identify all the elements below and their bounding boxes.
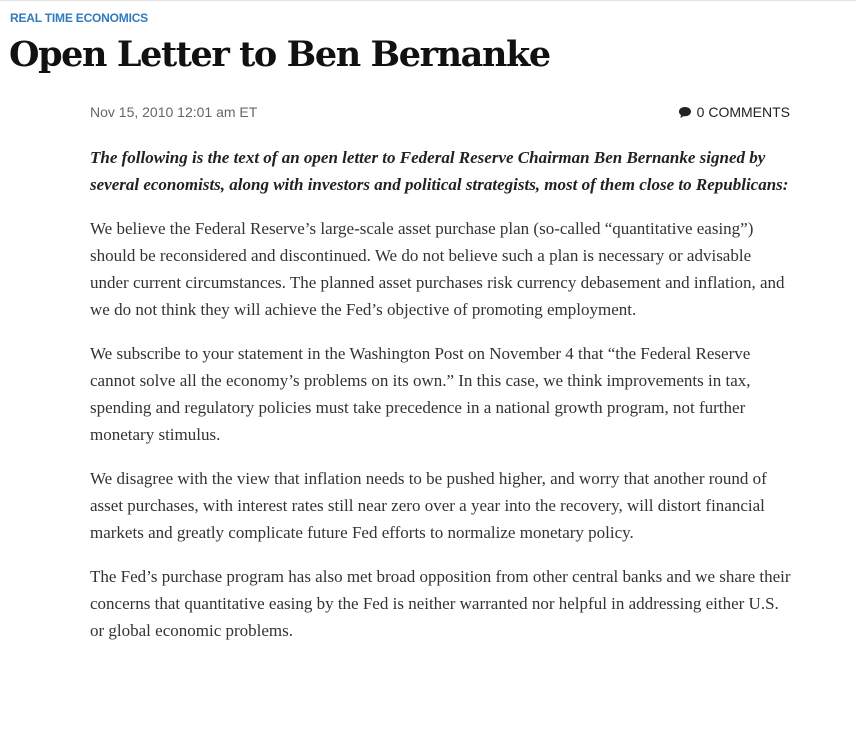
top-divider [0, 0, 856, 1]
section-label-link[interactable]: REAL TIME ECONOMICS [10, 11, 148, 25]
article-paragraph: We subscribe to your statement in the Washington Post on November 4 that “the Federal Reserve cannot solve all the economy’s problems on its own.” In this case, we think improvements in tax, spending and regulatory policies must take precedence in a national growth program, not further monetary stimulus. [90, 344, 751, 444]
byline-row [90, 104, 790, 124]
article-timestamp: Nov 15, 2010 12:01 am ET [90, 104, 258, 120]
speech-bubble-icon [678, 106, 692, 119]
article-body [90, 144, 792, 661]
comments-link[interactable] [678, 104, 790, 120]
article-paragraph: The Fed’s purchase program has also met broad opposition from other central banks and we share their concerns that quantitative easing by the Fed is neither warranted nor helpful in addressing either U.S. or global economic problems. [90, 567, 791, 640]
comments-count-label: 0 COMMENTS [696, 104, 790, 120]
article-paragraph: We disagree with the view that inflation needs to be pushed higher, and worry that another round of asset purchases, with interest rates still near zero over a year into the recovery, will distort financial markets and greatly complicate future Fed efforts to normalize monetary policy. [90, 469, 767, 542]
page-title: Open Letter to Ben Bernanke [9, 34, 550, 75]
article-paragraph: We believe the Federal Reserve’s large-scale asset purchase plan (so-called “quantitative easing”) should be reconsidered and discontinued. We do not believe such a plan is necessary or advisable under current circumstances. The planned asset purchases risk currency debasement and inflation, and we do not think they will achieve the Fed’s objective of promoting employment. [90, 219, 785, 319]
article-intro: The following is the text of an open letter to Federal Reserve Chairman Ben Bernanke signed by several economists, along with investors and political strategists, most of them close to Republicans: [90, 148, 789, 194]
